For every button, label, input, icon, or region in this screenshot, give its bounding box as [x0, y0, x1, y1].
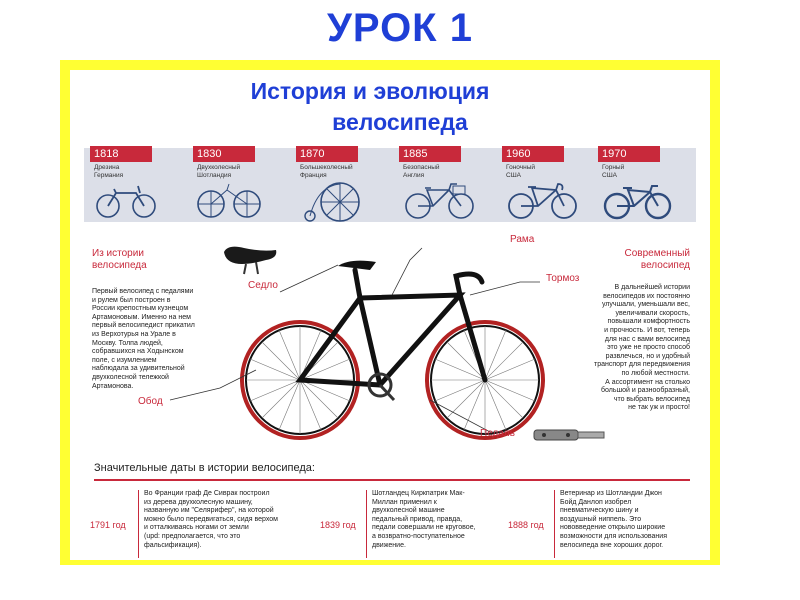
label-rim: Обод	[138, 396, 163, 407]
label-frame: Рама	[510, 234, 535, 245]
infographic-panel	[70, 70, 710, 560]
pedal-icon	[530, 422, 610, 446]
timeline-caption: Большеколесный Франция	[300, 164, 353, 179]
dates-divider	[94, 479, 690, 481]
subtitle-line-2: велосипеда	[332, 109, 468, 135]
timeline-caption: Гоночный США	[506, 164, 536, 179]
timeline-year: 1970	[598, 146, 660, 162]
history-heading: Из истории велосипеда	[92, 248, 147, 271]
date-text: Шотландец Киркпатрик Мак- Миллан применил к двухколесной машине педальный привод, правда, педали совершали не круговое, а возвратно-поступательное движение.	[372, 490, 476, 549]
timeline-year: 1830	[193, 146, 255, 162]
history-text: Первый велосипед с педалями и рулем был построен в России крепостным кузнецом Артамоновым. Именно на нем первый велосипедист прикатил из Верхотурья на Урале в Москву. Толпа людей, собравшихся на Ходынском поле, с изумлением наблюдала за удивительной двухколесной тележкой Артамонова.	[92, 288, 195, 390]
modern-heading: Современный велосипед	[624, 248, 690, 271]
timeline-caption: Двухколесный Шотландия	[197, 164, 241, 179]
dates-heading: Значительные даты в истории велосипеда:	[94, 462, 315, 474]
label-brake: Тормоз	[546, 273, 580, 284]
column-divider	[554, 490, 555, 558]
timeline-caption: Горный США	[602, 164, 625, 179]
subtitle-line-1: История и эволюция	[250, 78, 490, 104]
timeline-year: 1885	[399, 146, 461, 162]
date-year: 1888 год	[508, 520, 544, 530]
column-divider	[138, 490, 139, 558]
date-year: 1839 год	[320, 520, 356, 530]
label-pedal: Педаль	[480, 428, 515, 439]
date-text: Ветеринар из Шотландии Джон Бойд Данлоп изобрел пневматическую шину и воздушный ниппель. Это нововведение открыло широкие возможности для использования велосипеда вне хороших дорог.	[560, 490, 667, 549]
timeline-year: 1960	[502, 146, 564, 162]
timeline-year: 1818	[90, 146, 152, 162]
column-divider	[366, 490, 367, 558]
date-text: Во Франции граф Де Сиврак построил из дерева двухколесную машину, названную им "Селярифер", на которой можно было передвигаться, сидя верхом и отталкиваясь ногами от земли (upd: предполагается, что это фальсификация).	[144, 490, 278, 549]
timeline-year: 1870	[296, 146, 358, 162]
lesson-title: УРОК 1	[327, 6, 473, 50]
part-pointers	[70, 70, 710, 460]
date-year: 1791 год	[90, 520, 126, 530]
modern-text: В дальнейшей истории велосипедов их постоянно улучшали, уменьшали вес, увеличивали скорость, повышали комфортность и прочность. И вот, теперь для нас с вами велосипед это уже не просто способ развлечься, но и удобный транспорт для передвижения по любой местности. А ассортимент на столько большой и разнообразный, что выбрать велосипед не так уж и просто!	[593, 284, 690, 412]
timeline-caption: Безопасный Англия	[403, 164, 440, 179]
label-saddle: Седло	[248, 280, 278, 291]
timeline-caption: Дрезина Германия	[94, 164, 124, 179]
